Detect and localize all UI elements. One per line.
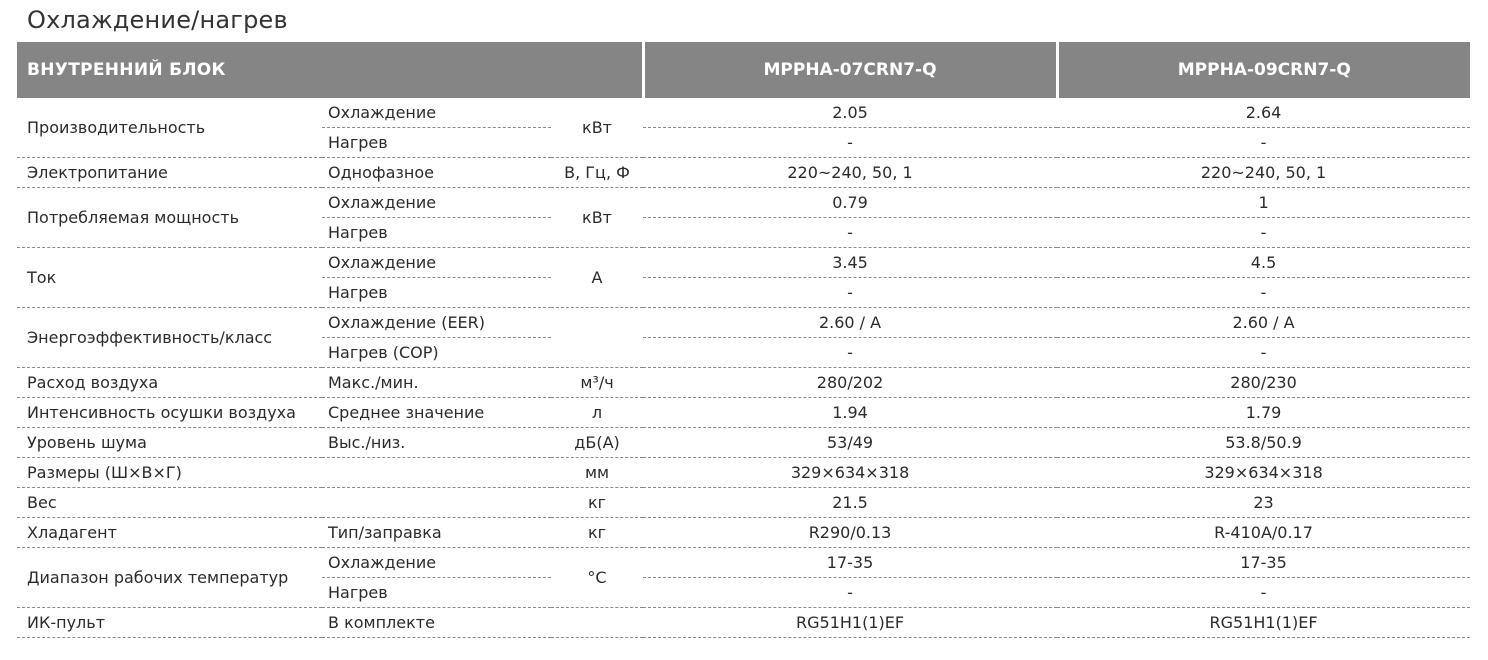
value-cell: -: [643, 578, 1057, 608]
sub-label: Охлаждение: [322, 98, 551, 128]
table-row: [17, 428, 1470, 458]
table-row: [17, 518, 1470, 548]
table-row: [17, 188, 1470, 218]
param-label: Вес: [17, 488, 322, 518]
value-cell: 220~240, 50, 1: [1057, 158, 1470, 188]
value-cell: -: [643, 278, 1057, 308]
param-label: Ток: [17, 248, 322, 308]
table-row: [17, 548, 1470, 578]
unit-cell: В, Гц, Ф: [551, 158, 643, 188]
param-label: Интенсивность осушки воздуха: [17, 398, 322, 428]
unit-cell: [551, 608, 643, 638]
value-cell: -: [643, 338, 1057, 368]
value-cell: 2.60 / A: [1057, 308, 1470, 338]
sub-label: Нагрев: [322, 218, 551, 248]
param-label: Диапазон рабочих температур: [17, 548, 322, 608]
sub-label: В комплекте: [322, 608, 551, 638]
sub-label: Нагрев: [322, 578, 551, 608]
table-row: [17, 158, 1470, 188]
sub-label: Нагрев (COP): [322, 338, 551, 368]
sub-label: [322, 458, 551, 488]
table-row: [17, 308, 1470, 338]
value-cell: 1.94: [643, 398, 1057, 428]
table-row: [17, 458, 1470, 488]
value-cell: -: [1057, 578, 1470, 608]
value-cell: -: [1057, 128, 1470, 158]
value-cell: 53/49: [643, 428, 1057, 458]
sub-label: Нагрев: [322, 278, 551, 308]
value-cell: 280/202: [643, 368, 1057, 398]
value-cell: RG51H1(1)EF: [643, 608, 1057, 638]
value-cell: 3.45: [643, 248, 1057, 278]
param-label: Производительность: [17, 98, 322, 158]
value-cell: 280/230: [1057, 368, 1470, 398]
unit-cell: [551, 308, 643, 368]
param-label: Энергоэффективность/класс: [17, 308, 322, 368]
value-cell: -: [1057, 278, 1470, 308]
value-cell: R290/0.13: [643, 518, 1057, 548]
sub-label: Охлаждение (EER): [322, 308, 551, 338]
table-header-row: [17, 42, 1470, 98]
value-cell: 23: [1057, 488, 1470, 518]
spec-table: [17, 42, 1470, 638]
unit-cell: °С: [551, 548, 643, 608]
value-cell: 1.79: [1057, 398, 1470, 428]
unit-cell: кг: [551, 488, 643, 518]
sub-label: Тип/заправка: [322, 518, 551, 548]
value-cell: 17-35: [643, 548, 1057, 578]
header-model-2: MPPHA-09CRN7-Q: [1057, 42, 1470, 98]
header-model-1: MPPHA-07CRN7-Q: [643, 42, 1057, 98]
value-cell: -: [643, 218, 1057, 248]
value-cell: 4.5: [1057, 248, 1470, 278]
sub-label: Охлаждение: [322, 248, 551, 278]
table-row: [17, 608, 1470, 638]
value-cell: 329×634×318: [643, 458, 1057, 488]
page-title: Охлаждение/нагрев: [27, 6, 288, 34]
value-cell: 2.05: [643, 98, 1057, 128]
value-cell: -: [1057, 218, 1470, 248]
unit-cell: кВт: [551, 188, 643, 248]
value-cell: 2.64: [1057, 98, 1470, 128]
value-cell: 53.8/50.9: [1057, 428, 1470, 458]
value-cell: 329×634×318: [1057, 458, 1470, 488]
unit-cell: кВт: [551, 98, 643, 158]
unit-cell: кг: [551, 518, 643, 548]
value-cell: -: [643, 128, 1057, 158]
table-row: [17, 248, 1470, 278]
value-cell: 17-35: [1057, 548, 1470, 578]
value-cell: R-410A/0.17: [1057, 518, 1470, 548]
value-cell: 21.5: [643, 488, 1057, 518]
value-cell: -: [1057, 338, 1470, 368]
table-row: [17, 98, 1470, 128]
sub-label: Нагрев: [322, 128, 551, 158]
param-label: Размеры (Ш×В×Г): [17, 458, 322, 488]
unit-cell: дБ(А): [551, 428, 643, 458]
table-row: [17, 398, 1470, 428]
sub-label: Среднее значение: [322, 398, 551, 428]
sub-label: Макс./мин.: [322, 368, 551, 398]
header-indoor-unit: ВНУТРЕННИЙ БЛОК: [17, 42, 643, 98]
param-label: Электропитание: [17, 158, 322, 188]
value-cell: 220~240, 50, 1: [643, 158, 1057, 188]
param-label: Расход воздуха: [17, 368, 322, 398]
value-cell: RG51H1(1)EF: [1057, 608, 1470, 638]
param-label: Хладагент: [17, 518, 322, 548]
unit-cell: мм: [551, 458, 643, 488]
param-label: Потребляемая мощность: [17, 188, 322, 248]
table-row: [17, 488, 1470, 518]
value-cell: 1: [1057, 188, 1470, 218]
table-row: [17, 368, 1470, 398]
sub-label: Охлаждение: [322, 548, 551, 578]
value-cell: 2.60 / A: [643, 308, 1057, 338]
unit-cell: А: [551, 248, 643, 308]
value-cell: 0.79: [643, 188, 1057, 218]
sub-label: Выс./низ.: [322, 428, 551, 458]
unit-cell: л: [551, 398, 643, 428]
sub-label: [322, 488, 551, 518]
param-label: Уровень шума: [17, 428, 322, 458]
sub-label: Охлаждение: [322, 188, 551, 218]
sub-label: Однофазное: [322, 158, 551, 188]
param-label: ИК-пульт: [17, 608, 322, 638]
unit-cell: м³/ч: [551, 368, 643, 398]
